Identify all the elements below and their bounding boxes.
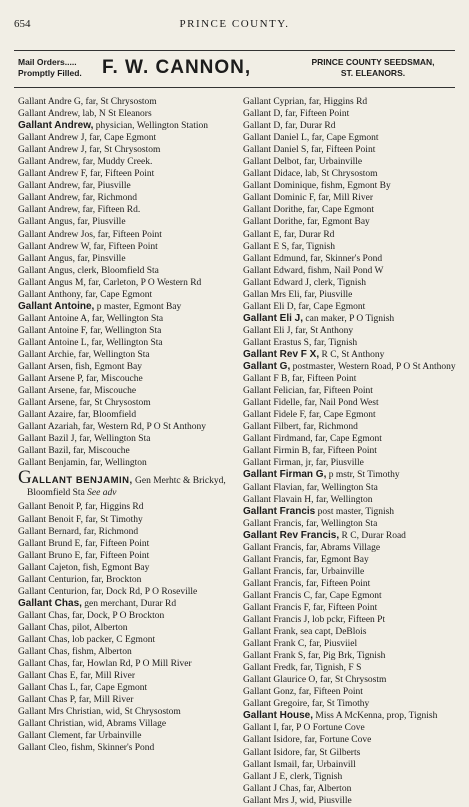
directory-entry: Gallant Angus, far, Pinsville: [18, 253, 126, 264]
directory-entry: Gallant Chas, lob packer, C Egmont: [18, 634, 156, 645]
directory-entry: Gallant Chas, far, Dock, P O Brockton: [18, 610, 165, 621]
directory-entry: Gallant Angus M, far, Carleton, P O Western Rd: [18, 277, 202, 288]
directory-entry: Gallant Clement, far Urbainville: [18, 731, 142, 742]
advertisement-banner: [14, 50, 455, 88]
directory-entry: Gallant Gonz, far, Fifteen Point: [243, 687, 363, 698]
directory-entry: [18, 598, 236, 610]
directory-entry: Gallant Andrew, far, Piusville: [18, 181, 131, 192]
drop-cap: G: [18, 467, 32, 489]
directory-entry: Gallant Filbert, far, Richmond: [243, 422, 358, 433]
directory-entry: Gallant Glaurice O, far, St Chrysostm: [243, 675, 387, 686]
directory-entry: Gallant Francis J, lob pckr, Fifteen Pt: [243, 615, 386, 626]
ad-location: ST. ELEANORS.: [340, 68, 406, 78]
entry-name-bold: Gallant Eli J,: [243, 312, 304, 324]
directory-entry: Gallant Angus, far, Piusville: [18, 217, 126, 228]
entry-details: post master, Tignish: [315, 506, 395, 517]
directory-entry: Gallant Erastus S, far, Tignish: [243, 337, 358, 348]
directory-entry: [243, 469, 461, 481]
directory-entry: Gallant Mrs Christian, wid, St Chrysostom: [18, 707, 181, 718]
entry-details: physician, Wellington Station: [93, 121, 209, 132]
directory-entry: Gallant E, far, Durar Rd: [243, 229, 335, 240]
directory-entry: Gallant Chas P, far, Mill River: [18, 695, 134, 706]
entry-details: can maker, P O Tignish: [303, 313, 395, 324]
directory-entry: Gallant J E, clerk, Tignish: [243, 771, 343, 782]
directory-entry: Gallant Andrew J, far, Cape Egmont: [18, 133, 157, 144]
directory-entry: Gallant Antoine F, far, Wellington Sta: [18, 325, 162, 336]
directory-entry: Gallant Cyprian, far, Higgins Rd: [243, 97, 368, 107]
entry-details: p master, Egmont Bay: [94, 301, 182, 312]
directory-entry: Gallant I, far, P O Fortune Cove: [243, 723, 365, 734]
directory-entry: Gallant Chas, far, Howlan Rd, P O Mill River: [18, 659, 192, 670]
entry-name-bold: Gallant House,: [243, 710, 314, 722]
entry-details: gen merchant, Durar Rd: [81, 598, 177, 609]
directory-entry: Gallant Dominic F, far, Mill River: [243, 193, 373, 204]
directory-entry: Gallant Frank S, far, Pig Brk, Tignish: [243, 651, 386, 662]
directory-entry: [243, 530, 461, 542]
directory-entry: Gallant Cajeton, fish, Egmont Bay: [18, 562, 150, 573]
page-header: [14, 18, 455, 34]
directory-entry: Gallant Firman, jr, far, Piusville: [243, 458, 364, 469]
directory-entry: [18, 301, 236, 313]
page-number: 654: [14, 18, 31, 30]
directory-entry: Gallant Frank C, far, Piusviiel: [243, 639, 358, 650]
directory-entry: [18, 120, 236, 132]
directory-entry: [243, 361, 461, 373]
directory-entry: Gallant Francis, far, Egmont Bay: [243, 554, 369, 565]
directory-entry: Gallant Fredk, far, Tignish, F S: [243, 663, 362, 674]
entry-details: R C, Durar Road: [339, 530, 406, 541]
directory-entry: Gallant Azaire, far, Bloomfield: [18, 410, 137, 421]
entry-details: Gen Merhtc & Brickyd, Bloomfield Sta: [27, 476, 226, 499]
ad-seedsman: PRINCE COUNTY SEEDSMAN,: [311, 57, 435, 67]
directory-entry: Gallant Andre G, far, St Chrysostom: [18, 97, 157, 107]
directory-entry: Gallant Edmund, far, Skinner's Pond: [243, 253, 383, 264]
directory-entry: Gallant Centurion, far, Brockton: [18, 574, 142, 585]
page-title: PRINCE COUNTY.: [179, 18, 290, 30]
directory-entry: Gallant Flavian, far, Wellington Sta: [243, 482, 378, 493]
directory-entry: Gallant Isidore, far, St Gilberts: [243, 747, 361, 758]
directory-entry: Gallant Andrew J, far, St Chrysostom: [18, 145, 161, 156]
entry-details: Miss A McKenna, prop, Tignish: [313, 711, 438, 722]
directory-entry: Gallant Daniel S, far, Fifteen Point: [243, 145, 376, 156]
entry-details: postmaster, Western Road, P O St Anthony: [290, 362, 456, 373]
directory-entry: Gallant Cleo, fishm, Skinner's Pond: [18, 743, 155, 754]
directory-entry: [243, 506, 461, 518]
directory-entry: [243, 349, 461, 361]
directory-entry: Gallant Edward J, clerk, Tignish: [243, 277, 366, 288]
directory-entry: Gallant Fidele F, far, Cape Egmont: [243, 410, 376, 421]
directory-entry: Gallant D, far, Fifteen Point: [243, 109, 350, 120]
entry-name-bold: Gallant Rev F X,: [243, 348, 320, 360]
directory-entry: Gallant Centurion, far, Dock Rd, P O Roseville: [18, 586, 198, 597]
directory-entry: Gallant Chas, pilot, Alberton: [18, 622, 128, 633]
entry-name-bold: Gallant Firman G,: [243, 469, 327, 481]
directory-entry: Gallant Firdmand, far, Cape Egmont: [243, 434, 382, 445]
directory-entry: Gallant Chas E, far, Mill River: [18, 671, 136, 682]
directory-entry: Gallant Anthony, far, Cape Egmont: [18, 289, 153, 300]
directory-entry: Gallant Dorithe, far, Egmont Bay: [243, 217, 370, 228]
directory-entry: Gallant Arsen, fish, Egmont Bay: [18, 362, 143, 373]
directory-entry: Gallant Bruno E, far, Fifteen Point: [18, 550, 150, 561]
directory-entry: Gallant Arsene, far, Miscouche: [18, 386, 137, 397]
directory-entry: Gallant Felician, far, Fifteen Point: [243, 386, 373, 397]
directory-entry: Gallant Benoit P, far, Higgins Rd: [18, 502, 144, 513]
directory-entry: Gallant Frank, sea capt, DeBlois: [243, 627, 367, 638]
directory-entry: Gallant Arsene, far, St Chrysostom: [18, 398, 151, 409]
directory-entry: Gallant Firmin B, far, Fifteen Point: [243, 446, 377, 457]
directory-entry: Gallant Edward, fishm, Nail Pond W: [243, 265, 384, 276]
directory-entry: Gallant Francis C, far, Cape Egmont: [243, 590, 382, 601]
directory-entry: Gallant Isidore, far, Fortune Cove: [243, 735, 372, 746]
directory-entry: Gallant Archie, far, Wellington Sta: [18, 349, 150, 360]
entry-details: p mstr, St Timothy: [326, 470, 400, 481]
directory-entry: Gallant Bazil, far, Miscouche: [18, 446, 130, 457]
directory-entry: Gallant Angus, clerk, Bloomfield Sta: [18, 265, 159, 276]
directory-entry: Gallant Dorithe, far, Cape Egmont: [243, 205, 374, 216]
directory-entry: Gallant Arsene P, far, Miscouche: [18, 374, 143, 385]
directory-entry: Gallant Andrew, far, Muddy Creek.: [18, 157, 153, 168]
directory-entry: Gallant Delbot, far, Urbainville: [243, 157, 363, 168]
directory-entry: Gallant Fidelle, far, Nail Pond West: [243, 398, 379, 409]
ad-promptly-filled: Promptly Filled.: [18, 68, 82, 78]
directory-entry: Gallant Brund E, far, Fifteen Point: [18, 538, 150, 549]
directory-entry: Gallant Eli J, far, St Anthony: [243, 325, 354, 336]
directory-entry: Gallant Francis F, far, Fifteen Point: [243, 602, 378, 613]
directory-entry: Gallant Dominique, fishm, Egmont By: [243, 181, 391, 192]
directory-entry: Gallant Chas, fishm, Alberton: [18, 647, 132, 658]
directory-entry: Gallant Mrs J, wid, Piusville: [243, 795, 352, 806]
directory-entry: Gallant Andrew, far, Fifteen Rd.: [18, 205, 141, 216]
ad-business-name: F. W. CANNON,: [102, 57, 252, 78]
directory-entry: Gallant Francis, far, Urbainville: [243, 566, 365, 577]
see-adv-note: See adv: [84, 488, 117, 499]
left-column: [18, 96, 236, 754]
directory-entry: Gallant Andrew Jos, far, Fifteen Point: [18, 229, 162, 240]
directory-entry: Gallant Chas L, far, Cape Egmont: [18, 683, 148, 694]
entry-name-bold: ALLANT BENJAMIN,: [31, 475, 133, 487]
entry-name-bold: Gallant Andrew,: [18, 120, 94, 132]
directory-entry: Gallant Didace, lab, St Chrysostom: [243, 169, 378, 180]
entry-details: R C, St Anthony: [319, 349, 385, 360]
entry-name-bold: Gallant G,: [243, 361, 291, 373]
directory-entry: Gallant Eli D, far, Cape Egmont: [243, 301, 366, 312]
ad-left-text: [18, 57, 82, 79]
directory-entry: Gallant F B, far, Fifteen Point: [243, 374, 357, 385]
directory-entry: Gallant Benjamin, far, Wellington: [18, 458, 147, 469]
directory-entry: Gallant Andrew, far, Richmond: [18, 193, 138, 204]
directory-entry: Gallant Flavain H, far, Wellington: [243, 494, 373, 505]
directory-entry: [243, 313, 461, 325]
right-column: [243, 96, 461, 807]
directory-entry: Gallant Francis, far, Abrams Village: [243, 542, 381, 553]
directory-entry: Gallant Christian, wid, Abrams Village: [18, 719, 167, 730]
directory-entry: Gallant Benoit F, far, St Timothy: [18, 514, 143, 525]
directory-entry: Gallant Gregoire, far, St Timothy: [243, 699, 370, 710]
directory-entry: Gallant Francis, far, Wellington Sta: [243, 518, 378, 529]
directory-entry: Gallant Andrew, lab, N St Eleanors: [18, 109, 152, 120]
directory-entry: Gallant J Chas, far, Alberton: [243, 783, 352, 794]
directory-entry: Gallant E S, far, Tignish: [243, 241, 335, 252]
directory-entry: Gallant Antoine A, far, Wellington Sta: [18, 313, 164, 324]
ad-right-text: [293, 57, 453, 79]
directory-entry: Gallant Azariah, far, Western Rd, P O St Anthony: [18, 422, 207, 433]
entry-name-bold: Gallant Chas,: [18, 597, 82, 609]
entry-name-bold: Gallant Francis: [243, 505, 316, 517]
directory-entry: Gallant Andrew W, far, Fifteen Point: [18, 241, 158, 252]
entry-name-bold: Gallant Rev Francis,: [243, 529, 340, 541]
entry-name-bold: Gallant Antoine,: [18, 300, 95, 312]
ad-mail-orders: Mail Orders.....: [18, 57, 77, 67]
directory-entry: Gallant D, far, Durar Rd: [243, 121, 336, 132]
directory-entry: Gallant Daniel L, far, Cape Egmont: [243, 133, 379, 144]
directory-entry: Gallant Antoine L, far, Wellington Sta: [18, 337, 163, 348]
display-advertisement-entry: [18, 467, 236, 499]
directory-entry: [243, 710, 461, 722]
directory-entry: Gallant Andrew F, far, Fifteen Point: [18, 169, 155, 180]
directory-entry: Gallant Bernard, far, Richmond: [18, 526, 139, 537]
directory-entry: Gallant Francis, far, Fifteen Point: [243, 578, 371, 589]
directory-entry: Gallan Mrs Eli, far, Piusville: [243, 289, 353, 300]
directory-entry: Gallant Bazil J, far, Wellington Sta: [18, 434, 151, 445]
directory-entry: Gallant Ismail, far, Urbainvill: [243, 759, 356, 770]
